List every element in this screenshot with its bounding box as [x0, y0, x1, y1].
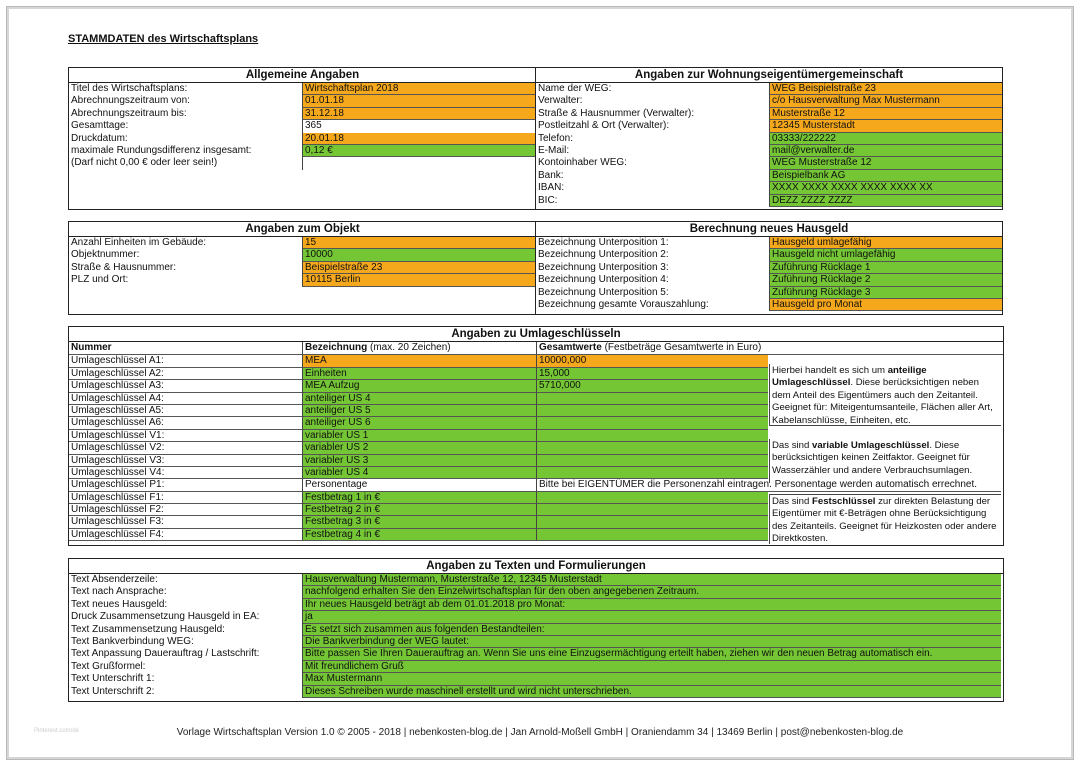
text-value[interactable]: Dieses Schreiben wurde maschinell erstellt und wird nicht unterschrieben. [302, 686, 1001, 698]
watermark: Pinterest.com/de [34, 728, 80, 734]
umlage-nummer: Umlageschlüssel V4: [69, 467, 302, 479]
text-value[interactable]: Die Bankverbindung der WEG lautet: [302, 636, 1001, 648]
field-value[interactable] [302, 157, 536, 169]
table-row [69, 120, 536, 132]
table-row [69, 83, 536, 95]
field-value[interactable]: 0,12 € [302, 145, 536, 157]
umlage-gesamtwert[interactable] [536, 516, 768, 528]
field-value[interactable]: c/o Hausverwaltung Max Mustermann [769, 95, 1002, 107]
umlage-bezeichnung[interactable]: Einheiten [302, 368, 536, 380]
text-label: Text Unterschrift 1: [71, 673, 155, 685]
field-value[interactable]: 15 [302, 237, 536, 249]
umlage-nummer: Umlageschlüssel V2: [69, 442, 302, 454]
field-label: Straße & Hausnummer (Verwalter): [538, 107, 695, 119]
table-row [69, 611, 1003, 623]
table-row [536, 83, 1002, 95]
section-header: Allgemeine Angaben [69, 68, 536, 83]
umlage-gesamtwert[interactable] [536, 442, 768, 454]
field-value[interactable]: 20.01.18 [302, 133, 536, 145]
field-label: Name der WEG: [538, 83, 612, 94]
footer: Vorlage Wirtschaftsplan Version 1.0 © 2005 - 2018 | nebenkosten-blog.de | Jan Arnold-Moßell GmbH | Oraniendamm 34 | 13469 Berlin | post@nebenkosten-blog.de [176, 727, 904, 738]
field-label: Kontoinhaber WEG: [538, 157, 627, 169]
field-label: Straße & Hausnummer: [71, 261, 177, 273]
col-bezeichnung [302, 342, 536, 354]
umlage-gesamtwert[interactable] [536, 393, 768, 405]
umlage-nummer: Umlageschlüssel A4: [69, 393, 302, 405]
umlage-nummer: Umlageschlüssel A5: [69, 405, 302, 417]
umlage-bezeichnung[interactable]: MEA [302, 355, 536, 367]
section-header: Berechnung neues Hausgeld [536, 222, 1002, 237]
allgemeine-rows [69, 83, 536, 170]
table-row [69, 237, 536, 249]
text-value[interactable]: Es setzt sich zusammen aus folgenden Bestandteilen: [302, 624, 1001, 636]
page-title: STAMMDATEN des Wirtschaftsplans [68, 33, 259, 45]
field-label: Bank: [538, 169, 564, 181]
text-value[interactable]: Bitte passen Sie Ihren Dauerauftrag an. Wenn Sie uns eine Einzugsermächtigung erteilt haben, ziehen wir den neuen Betrag automatisch ein. [302, 648, 1001, 660]
table-row [536, 95, 1002, 107]
text-label: Text nach Ansprache: [71, 586, 167, 598]
table-row [536, 299, 1002, 311]
table-row [69, 274, 536, 286]
table-row [536, 237, 1002, 249]
umlage-bezeichnung[interactable]: variabler US 4 [302, 467, 536, 479]
field-label: Anzahl Einheiten im Gebäude: [71, 237, 207, 248]
text-label: Druck Zusammensetzung Hausgeld in EA: [71, 611, 260, 623]
field-value[interactable]: Hausgeld umlagefähig [769, 237, 1002, 249]
field-label: PLZ und Ort: [71, 274, 129, 286]
text-label: Text Anpassung Dauerauftrag / Lastschrift: [71, 648, 260, 660]
field-value[interactable]: 10000 [302, 249, 536, 261]
table-row [69, 636, 1003, 648]
field-label: BIC: [538, 194, 558, 206]
umlage-bezeichnung[interactable]: variabler US 1 [302, 430, 536, 442]
table-row [69, 574, 1003, 586]
text-label: Text Absenderzeile: [71, 574, 158, 585]
table-row [69, 586, 1003, 598]
umlage-bezeichnung[interactable]: variabler US 2 [302, 442, 536, 454]
umlage-bezeichnung[interactable]: Festbetrag 4 in € [302, 529, 536, 541]
text-value[interactable]: Mit freundlichem Gruß [302, 661, 1001, 673]
umlage-bezeichnung[interactable]: MEA Aufzug [302, 380, 536, 392]
umlage-gesamtwert[interactable] [536, 405, 768, 417]
text-value[interactable]: Hausverwaltung Mustermann, Musterstraße 12, 12345 Musterstadt [302, 574, 1001, 586]
umlage-bezeichnung[interactable]: anteiliger US 5 [302, 405, 536, 417]
field-label: Objektnummer: [71, 249, 140, 261]
section-texte [68, 558, 1004, 702]
umlage-nummer: Umlageschlüssel V3: [69, 455, 302, 467]
field-value[interactable]: Beispielstraße 23 [302, 262, 536, 274]
field-label: Bezeichnung gesamte Vorauszahlung: [538, 298, 709, 310]
table-row [536, 108, 1002, 120]
umlage-gesamtwert[interactable]: 10000,000 [536, 355, 768, 367]
field-value[interactable]: Zuführung Rücklage 2 [769, 274, 1002, 286]
umlage-nummer: Umlageschlüssel F2: [69, 504, 302, 516]
table-row [536, 120, 1002, 132]
col-bezeichnung-bold: Bezeichnung [305, 342, 368, 353]
umlage-bezeichnung[interactable]: anteiliger US 6 [302, 417, 536, 429]
hausgeld-rows [536, 237, 1002, 311]
table-row [69, 262, 536, 274]
field-label: Bezeichnung Unterposition 5: [538, 286, 669, 298]
umlage-gesamtwert[interactable] [536, 492, 768, 504]
table-row [69, 599, 1003, 611]
field-value[interactable]: 365 [302, 120, 536, 132]
field-value[interactable]: 31.12.18 [302, 108, 536, 120]
field-label: (Darf nicht 0,00 € oder leer sein!) [71, 157, 218, 169]
text-value[interactable]: Ihr neues Hausgeld beträgt ab dem 01.01.2018 pro Monat: [302, 599, 1001, 611]
umlage-nummer: Umlageschlüssel A3: [69, 380, 302, 392]
text-label: Text Grußformel: [71, 660, 146, 672]
field-label: Verwalter: [538, 95, 583, 107]
section-header: Angaben zu Texten und Formulierungen [69, 559, 1003, 574]
table-row [69, 108, 536, 120]
umlage-bezeichnung[interactable]: Festbetrag 1 in € [302, 492, 536, 504]
umlage-nummer: Umlageschlüssel A1: [69, 355, 302, 367]
field-label: Postleitzahl & Ort (Verwalter): [538, 120, 670, 132]
table-row [536, 170, 1002, 182]
umlage-gesamtwert[interactable]: 15,000 [536, 368, 768, 380]
field-label: maximale Rundungsdifferenz insgesamt: [71, 144, 252, 156]
field-label: Bezeichnung Unterposition 1: [538, 237, 669, 248]
table-row [69, 145, 536, 157]
table-row [536, 195, 1002, 207]
umlage-bezeichnung[interactable]: Personentage [302, 479, 536, 491]
umlage-nummer: Umlageschlüssel P1: [69, 479, 302, 491]
field-value[interactable]: mail@verwalter.de [769, 145, 1002, 157]
field-label: Gesamttage: [71, 120, 129, 132]
section-umlageschluessel [68, 326, 1004, 546]
texte-rows [69, 574, 1003, 698]
weg-rows [536, 83, 1002, 207]
field-value[interactable]: 12345 Musterstadt [769, 120, 1002, 132]
field-label: Titel des Wirtschaftsplans: [71, 83, 188, 94]
field-label: Bezeichnung Unterposition 4: [538, 274, 669, 286]
field-label: Abrechnungszeitraum von: [71, 95, 190, 107]
text-label: Text Zusammensetzung Hausgeld: [71, 623, 225, 635]
text-value[interactable]: ja [302, 611, 1001, 623]
umlage-bezeichnung[interactable]: anteiliger US 4 [302, 393, 536, 405]
field-value[interactable]: 03333/222222 [769, 133, 1002, 145]
table-row [536, 274, 1002, 286]
col-gesamtwerte-hint: (Festbeträge Gesamtwerte in Euro) [601, 342, 762, 353]
section-allgemeine-angaben [68, 67, 537, 210]
objekt-rows [69, 237, 536, 287]
umlage-gesamtwert[interactable] [536, 455, 768, 467]
field-value[interactable]: WEG Beispielstraße 23 [769, 83, 1002, 95]
field-value[interactable]: Hausgeld nicht umlagefähig [769, 249, 1002, 261]
text-value[interactable]: nachfolgend erhalten Sie den Einzelwirtschaftsplan für den oben angegebenen Zeitraum. [302, 586, 1001, 598]
field-value[interactable]: Zuführung Rücklage 3 [769, 287, 1002, 299]
table-row [536, 249, 1002, 261]
umlage-bezeichnung[interactable]: variabler US 3 [302, 455, 536, 467]
umlage-bezeichnung[interactable]: Festbetrag 2 in € [302, 504, 536, 516]
umlage-gesamtwert[interactable] [536, 430, 768, 442]
table-row [69, 157, 536, 169]
text-label: Text neues Hausgeld: [71, 598, 168, 610]
table-row [536, 287, 1002, 299]
field-value[interactable]: 01.01.18 [302, 95, 536, 107]
table-row [536, 133, 1002, 145]
section-header: Angaben zur Wohnungseigentümergemeinschaft [536, 68, 1002, 83]
col-gesamtwerte [536, 342, 1001, 354]
text-value[interactable]: Max Mustermann [302, 673, 1001, 685]
section-hausgeld [535, 221, 1003, 315]
description-anteilige: Hierbei handelt es sich um anteilige Umlageschlüssel. Diese berücksichtigen neben dem Anteil des Eigentümers auch den Zeitanteil. Geeignet für: Miteigentumsanteile, Flächen aller Art, Kabelanschlüsse, Einheiten, etc. [769, 364, 1001, 426]
table-row [536, 145, 1002, 157]
field-label: Druckdatum: [71, 132, 128, 144]
umlage-nummer: Umlageschlüssel F3: [69, 516, 302, 528]
table-row [69, 95, 536, 107]
field-value[interactable]: WEG Musterstraße 12 [769, 157, 1002, 169]
field-label: E-Mail: [538, 144, 570, 156]
section-weg [535, 67, 1003, 210]
table-row [69, 673, 1003, 685]
col-nummer: Nummer [71, 342, 112, 353]
table-row [69, 661, 1003, 673]
umlage-nummer: Umlageschlüssel F4: [69, 529, 302, 541]
field-value[interactable]: Wirtschaftsplan 2018 [302, 83, 536, 95]
field-label: Telefon: [538, 132, 574, 144]
umlage-gesamtwert[interactable]: 5710,000 [536, 380, 768, 392]
table-row [536, 182, 1002, 194]
description-fest: Das sind Festschlüssel zur direkten Belastung der Eigentümer mit €-Beträgen ohne Berücksichtigung des Zeitanteils. Geeignet für Heizkosten oder andere Direktkosten. [769, 494, 1001, 544]
field-label: IBAN: [538, 182, 565, 194]
text-label: Text Bankverbindung WEG: [71, 635, 194, 647]
text-label: Text Unterschrift 2: [71, 685, 155, 697]
field-value[interactable]: XXXX XXXX XXXX XXXX XXXX XX [769, 182, 1002, 194]
table-row [69, 686, 1003, 698]
section-objekt [68, 221, 537, 315]
umlage-nummer: Umlageschlüssel A2: [69, 368, 302, 380]
section-header: Angaben zu Umlageschlüsseln [69, 327, 1003, 342]
table-row [536, 157, 1002, 169]
table-row [69, 648, 1003, 660]
umlage-bezeichnung[interactable]: Festbetrag 3 in € [302, 516, 536, 528]
table-row [69, 133, 536, 145]
field-label: Bezeichnung Unterposition 2: [538, 249, 669, 261]
umlage-gesamtwert[interactable] [536, 504, 768, 516]
field-value[interactable]: Beispielbank AG [769, 170, 1002, 182]
field-value[interactable]: Hausgeld pro Monat [769, 299, 1002, 311]
umlage-column-headers [69, 342, 1003, 355]
table-row [69, 624, 1003, 636]
table-row [69, 249, 536, 261]
field-value[interactable]: 10115 Berlin [302, 274, 536, 286]
field-value[interactable]: Musterstraße 12 [769, 108, 1002, 120]
col-gesamtwerte-bold: Gesamtwerte [539, 342, 602, 353]
umlage-p1-note: Bitte bei EIGENTÜMER die Personenzahl eintragen. Personentage werden automatisch errechnet. [536, 479, 1001, 491]
field-value[interactable]: DEZZ ZZZZ ZZZZ [769, 195, 1002, 207]
umlage-gesamtwert[interactable] [536, 529, 768, 541]
description-variable: Das sind variable Umlageschlüssel. Diese berücksichtigen keinen Zeitfaktor. Geeignet für Wasserzähler und andere Verbrauchsumlagen. [769, 439, 1001, 483]
umlage-gesamtwert[interactable] [536, 467, 768, 479]
umlage-nummer: Umlageschlüssel F1: [69, 492, 302, 504]
field-label: Bezeichnung Unterposition 3: [538, 261, 669, 273]
table-row [536, 262, 1002, 274]
col-bezeichnung-hint: (max. 20 Zeichen) [367, 342, 451, 353]
umlage-nummer: Umlageschlüssel A6: [69, 417, 302, 429]
field-value[interactable]: Zuführung Rücklage 1 [769, 262, 1002, 274]
field-label: Abrechnungszeitraum bis: [71, 107, 187, 119]
umlage-gesamtwert[interactable] [536, 417, 768, 429]
section-header: Angaben zum Objekt [69, 222, 536, 237]
umlage-nummer: Umlageschlüssel V1: [69, 430, 302, 442]
